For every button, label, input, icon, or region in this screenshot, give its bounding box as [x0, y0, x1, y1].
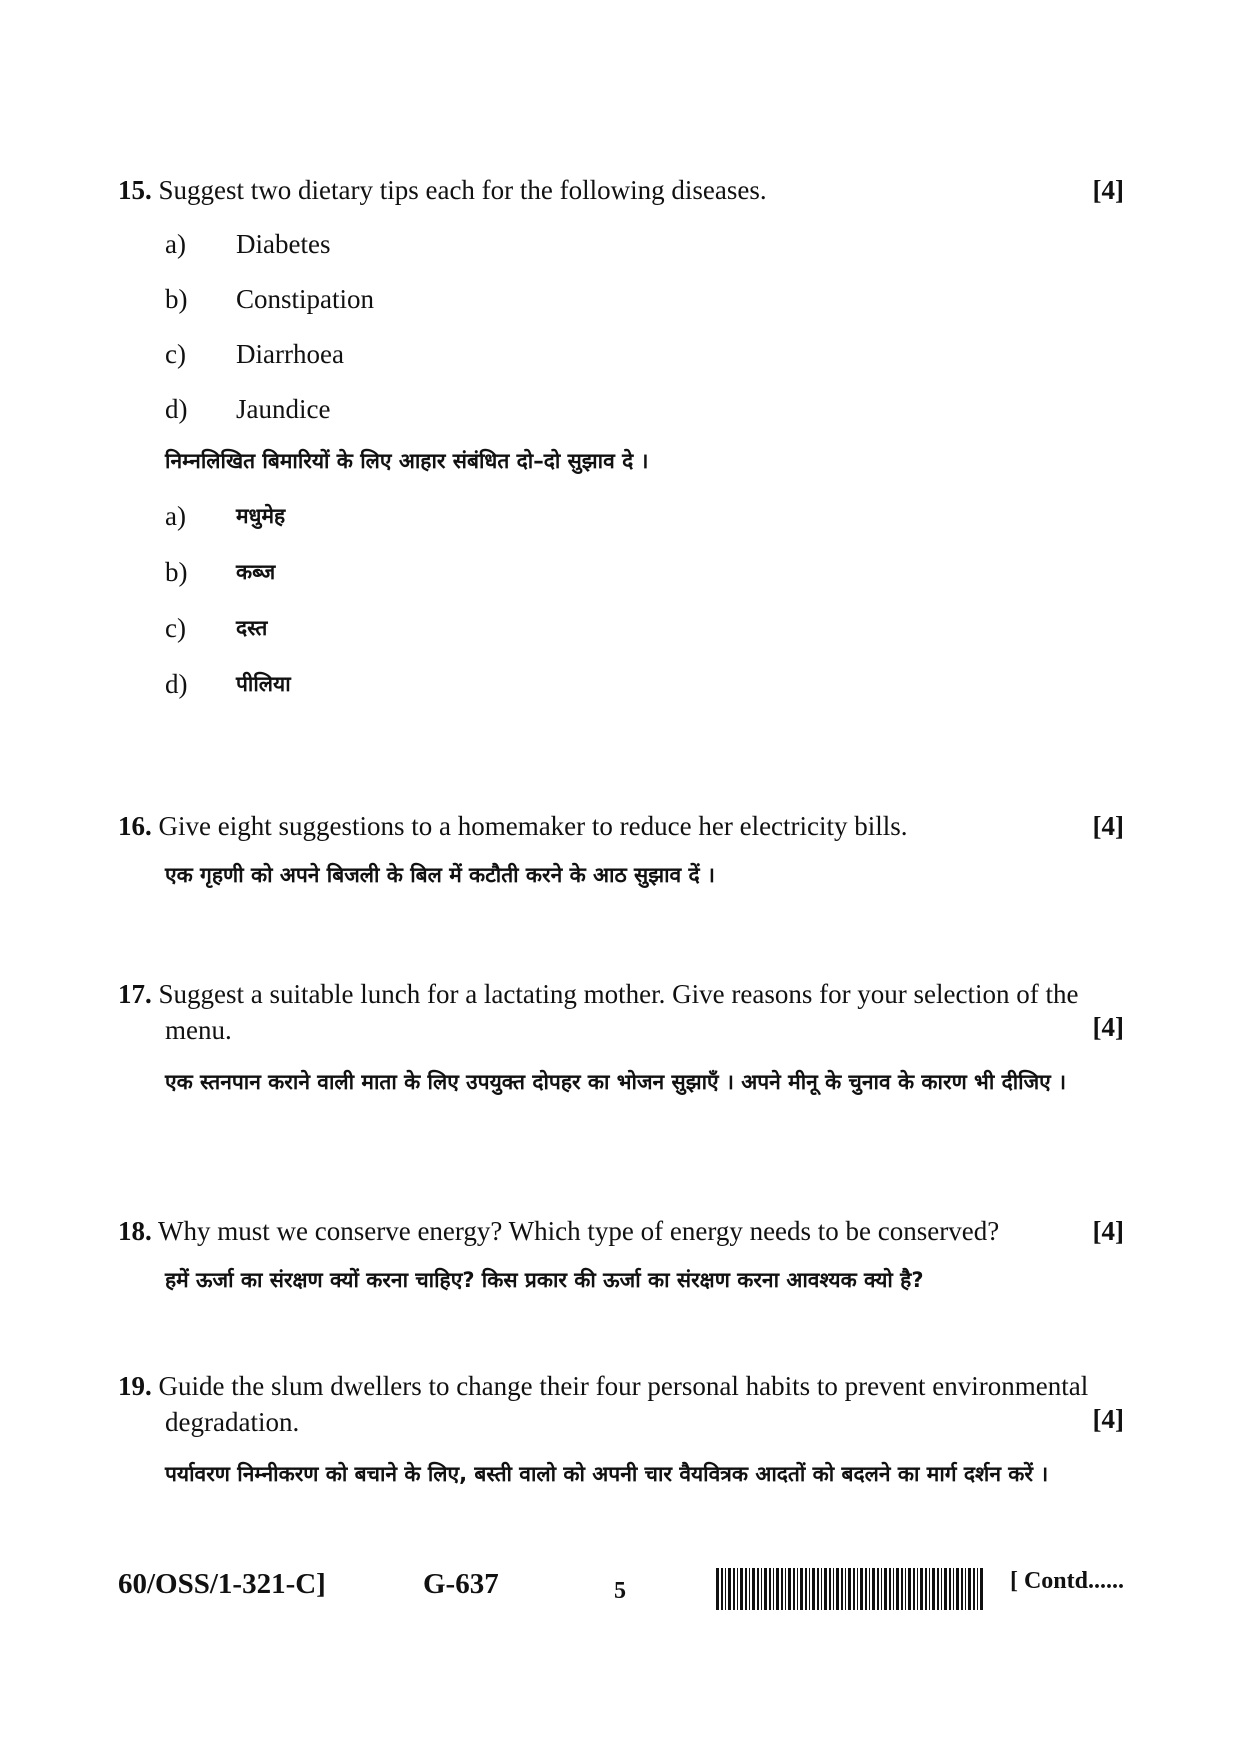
question-18: [118, 1213, 1124, 1299]
question-hindi-text: पर्यावरण निम्नीकरण को बचाने के लिए, बस्ती वालो को अपनी चार वैयवित्रक आदतों को बदलने का मार्ग दर्शन करें ।: [165, 1462, 1049, 1486]
hindi-option-c: [118, 610, 1124, 666]
question-18-line: [118, 1213, 1124, 1249]
option-label: c): [165, 613, 186, 643]
series-code: G-637: [423, 1568, 499, 1600]
question-19-line: [118, 1368, 1124, 1440]
marks: [4]: [1092, 1216, 1124, 1246]
continued-label: [ Contd......: [1009, 1568, 1124, 1594]
option-label: d): [165, 394, 188, 424]
option-b: [118, 281, 1124, 336]
option-a: [118, 226, 1124, 281]
marks: [4]: [1092, 1012, 1124, 1042]
question-15: [118, 172, 1124, 722]
marks: [4]: [1092, 175, 1124, 205]
option-d: [118, 391, 1124, 446]
marks: [4]: [1092, 811, 1124, 841]
question-16-line: [118, 808, 1124, 844]
paper-code: 60/OSS/1-321-C]: [118, 1568, 326, 1600]
option-c: [118, 336, 1124, 391]
option-label: b): [165, 284, 188, 314]
option-label: d): [165, 669, 188, 699]
question-text: Suggest two dietary tips each for the following diseases.: [158, 175, 767, 205]
question-number: 15.: [118, 175, 152, 205]
question-hindi-text: एक स्तनपान कराने वाली माता के लिए उपयुक्त दोपहर का भोजन सुझाएँ । अपने मीनू के चुनाव के कारण भी दीजिए ।: [165, 1070, 1067, 1094]
option-label: a): [165, 229, 186, 259]
option-label: b): [165, 557, 188, 587]
option-text: Diabetes: [236, 229, 331, 259]
question-text: Give eight suggestions to a homemaker to reduce her electricity bills.: [158, 811, 908, 841]
hindi-option-a: [118, 498, 1124, 554]
question-hindi-text: निम्नलिखित बिमारियों के लिए आहार संबंधित दो–दो सुझाव दे ।: [165, 449, 649, 473]
option-text: Diarrhoea: [236, 339, 344, 369]
option-text: Constipation: [236, 284, 375, 314]
option-text: Jaundice: [236, 394, 331, 424]
question-number: 16.: [118, 811, 152, 841]
barcode: [716, 1568, 984, 1610]
marks: [4]: [1092, 1404, 1124, 1434]
question-number: 18.: [118, 1216, 152, 1246]
question-17: [118, 976, 1124, 1102]
option-text: दस्त: [236, 616, 268, 640]
page-footer: [118, 1568, 1124, 1616]
option-label: a): [165, 501, 186, 531]
question-hindi-text: एक गृहणी को अपने बिजली के बिल में कटौती करने के आठ सुझाव दें ।: [165, 863, 715, 887]
question-17-line: [118, 976, 1124, 1048]
question-16: [118, 808, 1124, 894]
question-number: 17.: [118, 979, 152, 1009]
question-19: [118, 1368, 1124, 1494]
option-text: पीलिया: [236, 672, 291, 696]
question-hindi-text: हमें ऊर्जा का संरक्षण क्यों करना चाहिए? किस प्रकार की ऊर्जा का संरक्षण करना आवश्यक क्यो है?: [165, 1268, 924, 1292]
question-text: Suggest a suitable lunch for a lactating mother. Give reasons for your selection of the menu.: [158, 979, 1079, 1045]
option-text: कब्ज: [236, 560, 276, 584]
hindi-option-d: [118, 666, 1124, 722]
option-label: c): [165, 339, 186, 369]
question-15-line: [118, 172, 1124, 208]
page-number: 5: [614, 1578, 626, 1604]
question-number: 19.: [118, 1371, 152, 1401]
option-text: मधुमेह: [236, 504, 286, 528]
hindi-option-b: [118, 554, 1124, 610]
question-text: Why must we conserve energy? Which type of energy needs to be conserved?: [158, 1216, 1000, 1246]
question-text: Guide the slum dwellers to change their four personal habits to prevent environmental degradation.: [158, 1371, 1089, 1437]
